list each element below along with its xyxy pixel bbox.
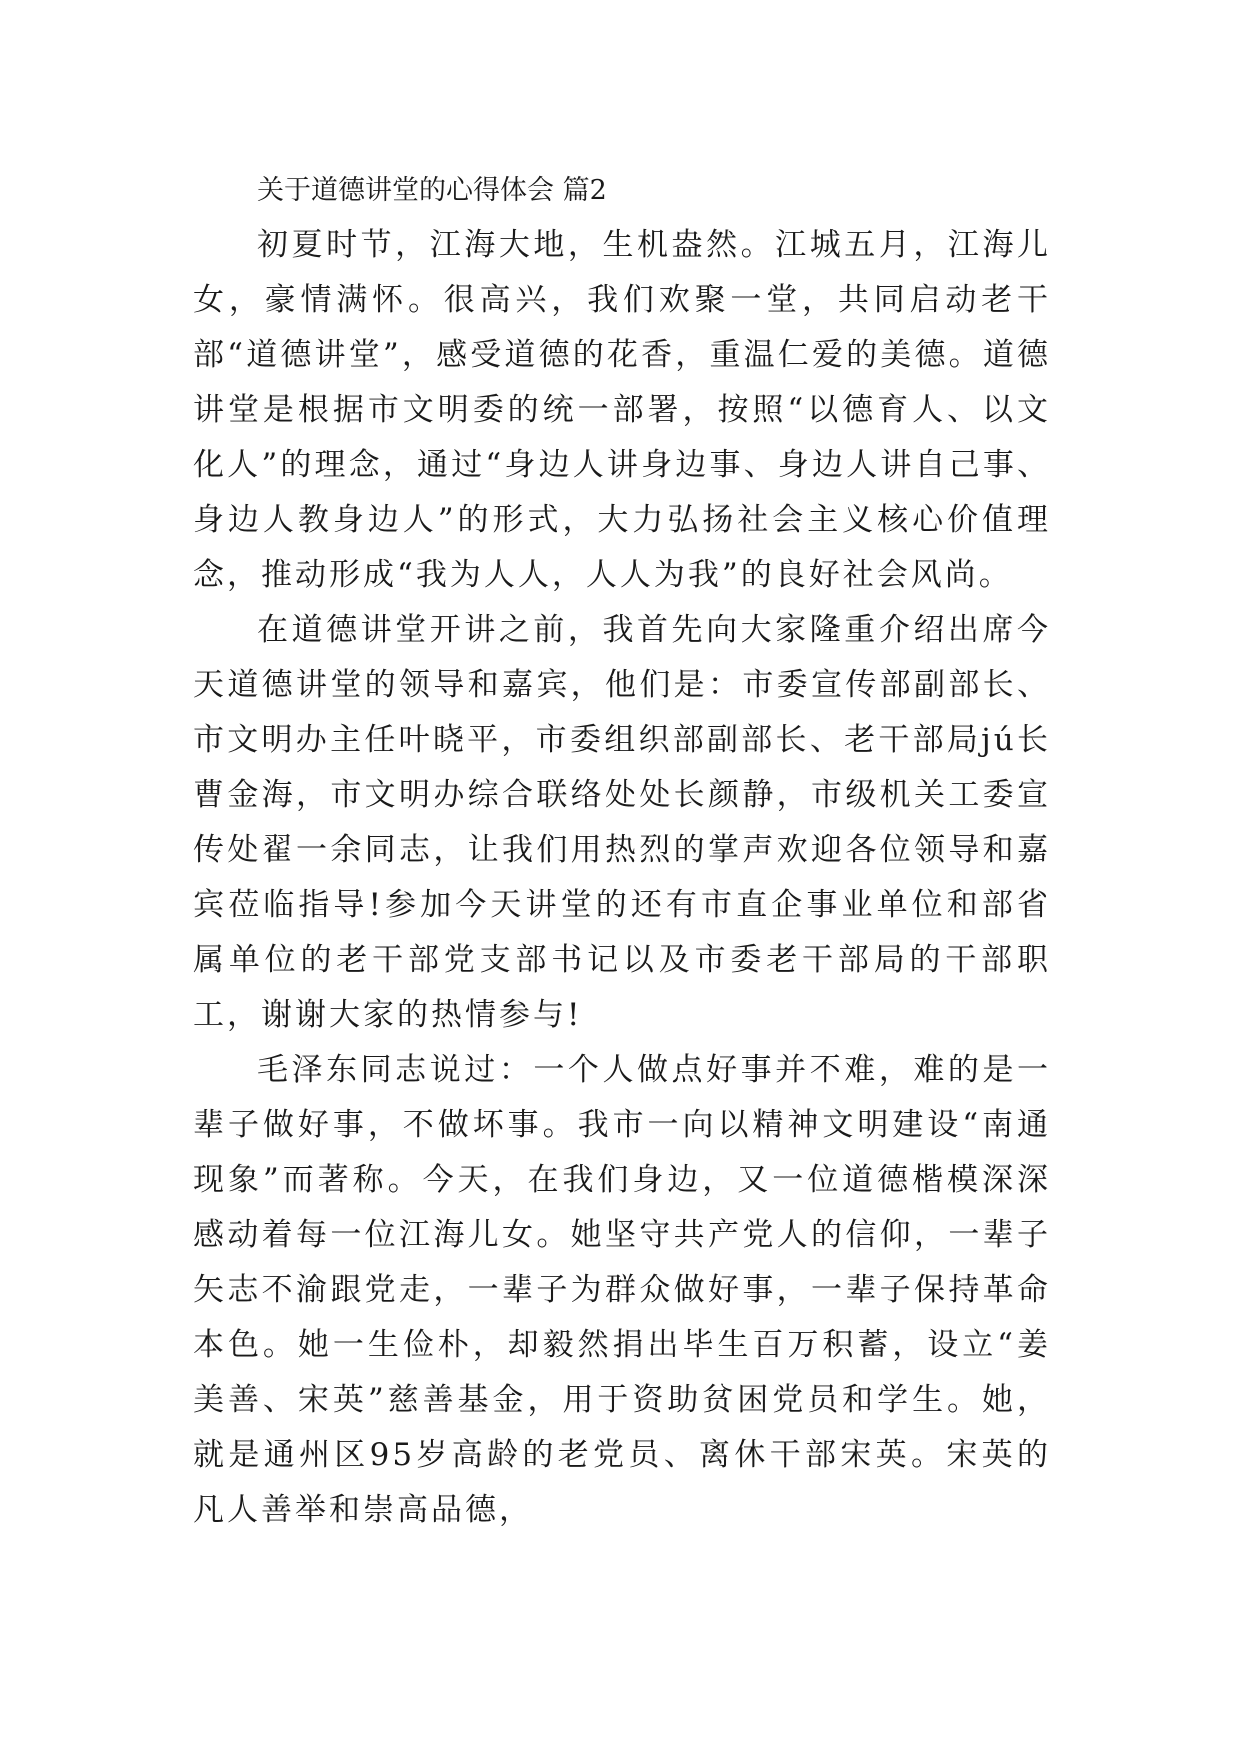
- paragraph-song-ying: 毛泽东同志说过：一个人做点好事并不难，难的是一辈子做好事，不做坏事。我市一向以精神文明建设“南通现象”而著称。今天，在我们身边，又一位道德楷模深深感动着每一位江海儿女。她坚守共产党人的信仰，一辈子矢志不渝跟党走，一辈子为群众做好事，一辈子保持革命本色。她一生俭朴，却毅然捐出毕生百万积蓄，设立“姜美善、宋英”慈善基金，用于资助贫困党员和学生。她，就是通州区95岁高龄的老党员、离休干部宋英。宋英的凡人善举和崇高品德，: [193, 1052, 1051, 1528]
- paragraph-opening: 初夏时节，江海大地，生机盎然。江城五月，江海儿女，豪情满怀。很高兴，我们欢聚一堂，共同启动老干部“道德讲堂”，感受道德的花香，重温仁爱的美德。道德讲堂是根据市文明委的统一部署，按照“以德育人、以文化人”的理念，通过“身边人讲身边事、身边人讲自己事、身边人教身边人”的形式，大力弘扬社会主义核心价值理念，推动形成“我为人人，人人为我”的良好社会风尚。: [193, 227, 1051, 593]
- document-title: 关于道德讲堂的心得体会 篇2: [257, 175, 607, 206]
- paragraph-guests: 在道德讲堂开讲之前，我首先向大家隆重介绍出席今天道德讲堂的领导和嘉宾，他们是：市委宣传部副部长、市文明办主任叶晓平，市委组织部副部长、老干部局jú长曹金海，市文明办综合联络处处长颜静，市级机关工委宣传处翟一余同志，让我们用热烈的掌声欢迎各位领导和嘉宾莅临指导!参加今天讲堂的还有市直企事业单位和部省属单位的老干部党支部书记以及市委老干部局的干部职工，谢谢大家的热情参与!: [193, 612, 1051, 1033]
- document-body: [193, 163, 1051, 1538]
